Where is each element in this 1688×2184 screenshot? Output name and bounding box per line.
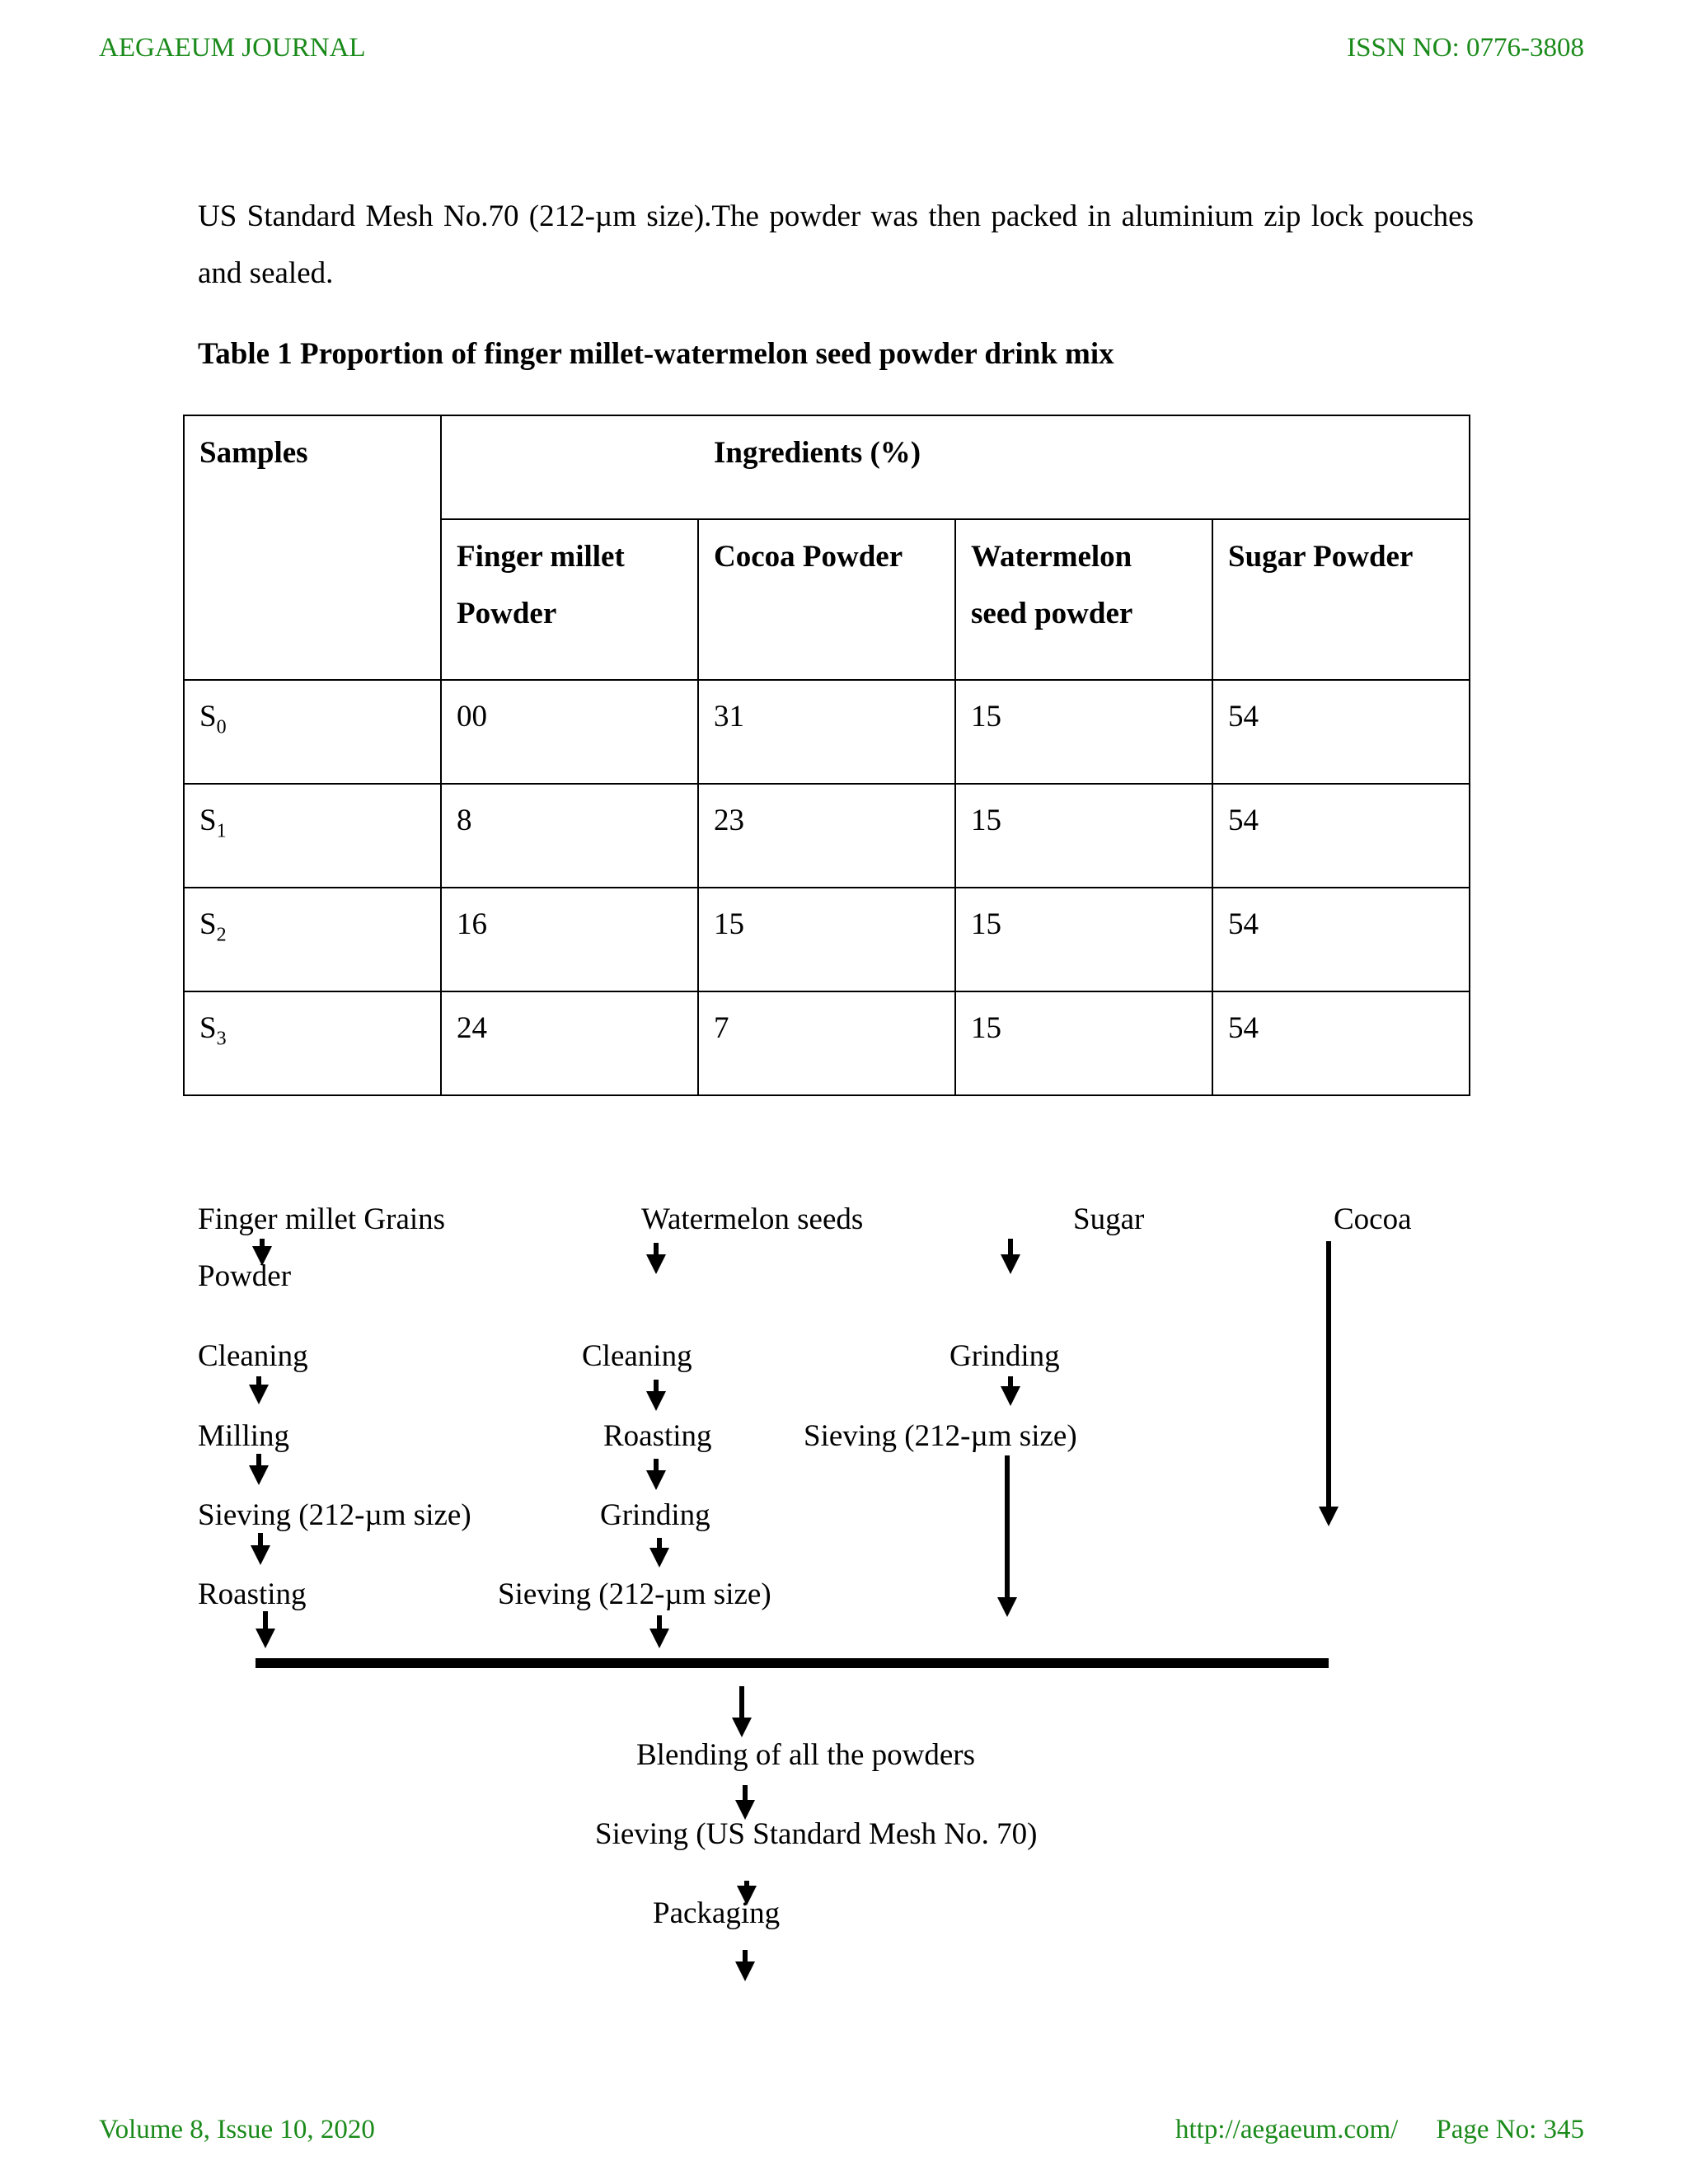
value-cell: 16: [441, 888, 698, 991]
col-sugar-header: Sugar Powder: [1212, 519, 1470, 680]
issn-number: ISSN NO: 0776-3808: [1347, 33, 1584, 63]
sugar-step: Sieving (212-µm size): [804, 1419, 1077, 1453]
body-paragraph: US Standard Mesh No.70 (212-µm size).The powder was then packed in aluminium zip lock pouches and sealed.: [198, 199, 1474, 290]
final-step: Blending of all the powders: [636, 1738, 976, 1772]
value-cell: 15: [955, 680, 1212, 784]
value-cell: 15: [698, 888, 955, 991]
table-caption: Table 1 Proportion of finger millet-watermelon seed powder drink mix: [198, 337, 1114, 371]
source-watermelon: Watermelon seeds: [641, 1202, 864, 1236]
value-cell: 54: [1212, 888, 1470, 991]
fm-step: Milling: [198, 1419, 290, 1453]
value-cell: 8: [441, 784, 698, 888]
final-step: Sieving (US Standard Mesh No. 70): [595, 1817, 1038, 1851]
col-cocoa-header: Cocoa Powder: [698, 519, 955, 680]
source-finger-millet-powder: Powder: [198, 1259, 292, 1293]
value-cell: 00: [441, 680, 698, 784]
footer-volume: Volume 8, Issue 10, 2020: [99, 2115, 375, 2144]
fm-step: Sieving (212-µm size): [198, 1498, 471, 1532]
footer-url[interactable]: http://aegaeum.com/: [1175, 2115, 1399, 2144]
sample-cell: $S_0$: [184, 680, 441, 784]
sugar-step: Grinding: [950, 1339, 1060, 1373]
sample-cell: $S_3$: [184, 991, 441, 1095]
wm-step: Grinding: [600, 1498, 710, 1532]
value-cell: 54: [1212, 680, 1470, 784]
ingredients-header: Ingredients (%): [441, 415, 1470, 519]
final-step: Packaging: [653, 1896, 781, 1930]
source-sugar: Sugar: [1073, 1202, 1145, 1236]
value-cell: 31: [698, 680, 955, 784]
footer-page-number: Page No: 345: [1436, 2115, 1584, 2144]
value-cell: 15: [955, 991, 1212, 1095]
fm-step: Roasting: [198, 1577, 307, 1611]
samples-header: Samples: [184, 415, 441, 680]
value-cell: 54: [1212, 784, 1470, 888]
wm-step: Cleaning: [582, 1339, 692, 1373]
sample-cell: $S_2$: [184, 888, 441, 991]
sample-cell: $S_1$: [184, 784, 441, 888]
value-cell: 15: [955, 888, 1212, 991]
source-finger-millet: Finger millet Grains: [198, 1202, 446, 1236]
journal-name: AEGAEUM JOURNAL: [99, 33, 366, 63]
source-cocoa: Cocoa: [1334, 1202, 1412, 1236]
value-cell: 23: [698, 784, 955, 888]
value-cell: 7: [698, 991, 955, 1095]
col-finger-millet-header: Finger millet Powder: [441, 519, 698, 680]
wm-step: Sieving (212-µm size): [498, 1577, 771, 1611]
value-cell: 24: [441, 991, 698, 1095]
value-cell: 54: [1212, 991, 1470, 1095]
wm-step: Roasting: [603, 1419, 712, 1453]
col-watermelon-header: Watermelon seed powder: [955, 519, 1212, 680]
value-cell: 15: [955, 784, 1212, 888]
fm-step: Cleaning: [198, 1339, 308, 1373]
